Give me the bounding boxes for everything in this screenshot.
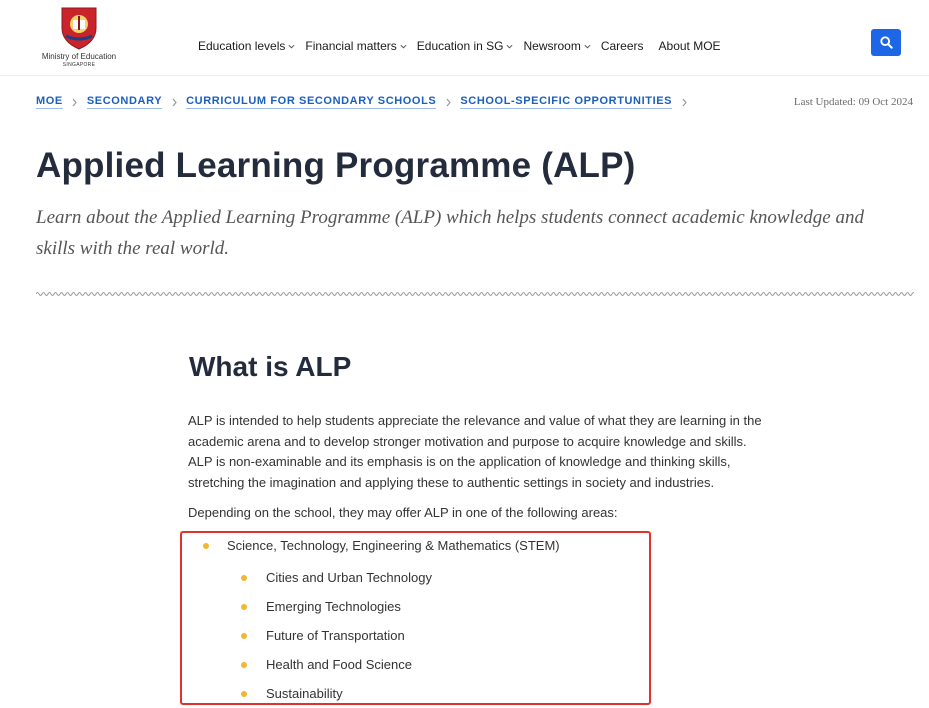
list-item: Future of Transportation — [266, 628, 405, 643]
nav-about-moe[interactable] — [659, 39, 721, 53]
nav-newsroom[interactable] — [523, 39, 590, 53]
list-bullet — [241, 691, 247, 697]
breadcrumb-moe[interactable]: MOE — [36, 95, 63, 107]
chevron-down-icon — [288, 43, 295, 50]
list-item: Emerging Technologies — [266, 599, 401, 614]
list-item: Cities and Urban Technology — [266, 570, 432, 585]
chevron-right-icon — [63, 98, 87, 107]
nav-label: About MOE — [658, 39, 721, 53]
last-updated: Last Updated: 09 Oct 2024 — [793, 96, 913, 108]
nav-label: Education in SG — [416, 39, 504, 53]
nav-label: Education levels — [198, 39, 286, 53]
highlight-box — [180, 531, 651, 705]
list-bullet — [241, 662, 247, 668]
moe-logo[interactable] — [40, 6, 118, 70]
nav-label: Financial matters — [305, 39, 397, 53]
breadcrumb-school-specific[interactable]: SCHOOL-SPECIFIC OPPORTUNITIES — [460, 95, 673, 107]
logo-subtext: SINGAPORE — [62, 62, 96, 68]
chevron-down-icon — [584, 43, 591, 50]
section-paragraph: ALP is intended to help students appreciate the relevance and value of what they are learning in the academic arena and to develop stronger motivation and purpose to acquire knowledge and skills. ALP is non-examinable and its emphasis is on the application of knowledge and thinking skills, stretching the imagination and applying these to authentic settings in society and industries. — [188, 413, 762, 490]
chevron-right-icon — [436, 98, 460, 107]
wavy-divider — [36, 290, 914, 298]
logo-text: Ministry of Education — [41, 52, 117, 61]
list-bullet — [203, 543, 209, 549]
nav-careers[interactable] — [601, 39, 644, 53]
chevron-down-icon — [506, 43, 513, 50]
list-item: Health and Food Science — [266, 657, 412, 672]
list-bullet — [241, 604, 247, 610]
page-subtitle: Learn about the Applied Learning Programme (ALP) which helps students connect academic knowledge and skills with the real world. — [36, 207, 864, 259]
breadcrumb-secondary[interactable]: SECONDARY — [86, 95, 163, 107]
chevron-right-icon — [162, 98, 186, 107]
nav-label: Careers — [600, 39, 644, 53]
chevron-right-icon — [672, 98, 696, 107]
search-icon — [880, 36, 893, 49]
page-title: Applied Learning Programme (ALP) — [36, 146, 636, 185]
nav-financial-matters[interactable] — [305, 39, 406, 53]
breadcrumb — [36, 94, 696, 110]
list-item-stem: Science, Technology, Engineering & Mathematics (STEM) — [227, 538, 560, 553]
list-item: Sustainability — [266, 686, 343, 701]
nav-education-in-sg[interactable] — [417, 39, 514, 53]
search-button[interactable] — [871, 29, 901, 56]
section-title: What is ALP — [189, 351, 352, 382]
nav-education-levels[interactable] — [198, 39, 295, 53]
nav-label: Newsroom — [523, 39, 581, 53]
site-header — [0, 0, 929, 76]
chevron-down-icon — [400, 43, 407, 50]
main-nav — [198, 38, 736, 54]
list-bullet — [241, 633, 247, 639]
moe-crest-icon — [58, 6, 100, 50]
section-intro: Depending on the school, they may offer ALP in one of the following areas: — [188, 505, 618, 520]
breadcrumb-curriculum[interactable]: CURRICULUM FOR SECONDARY SCHOOLS — [186, 95, 437, 107]
list-bullet — [241, 575, 247, 581]
